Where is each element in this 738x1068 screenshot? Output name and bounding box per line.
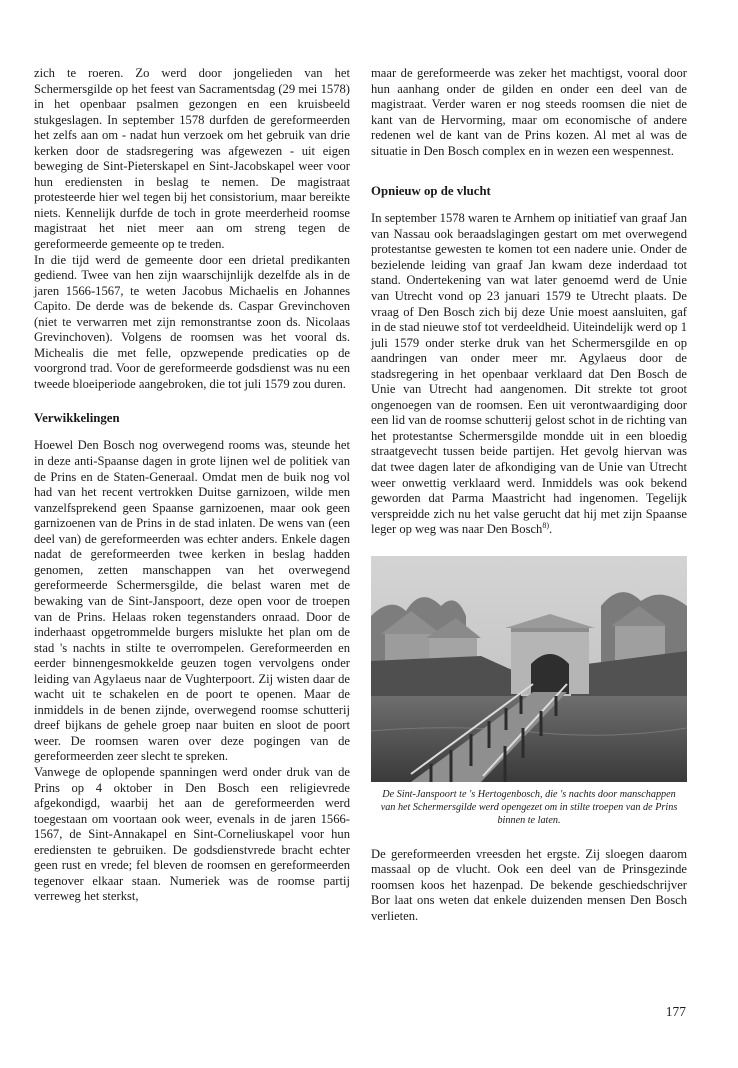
paragraph: zich te roeren. Zo werd door jongelieden van het Schermersgilde op het feest van Sacramentsdag (29 mei 1578) in het openbaar psalmen gezongen en een kruisbeeld stukgeslagen. In september 1578 durfden de gereformeerden het zelfs aan om - nadat hun verzoek om het gebruik van drie kerken door de stadsregering was afgewezen - uit eigen beweging de Sint-Pieterskapel en Sint-Jacobskapel weer voor hun erediensten in beslag te nemen. De magistraat protesteerde hier wel tegen bij het consistorium, maar bereikte niets. Kennelijk durfde de toch in grote meerderheid roomse magistraat het niet meer aan om streng tegen de gereformeerde gemeente op te treden.	[34, 66, 350, 252]
gate-photo	[371, 556, 687, 782]
page-number: 177	[665, 1004, 686, 1019]
paragraph	[371, 211, 687, 537]
paragraph: maar de gereformeerde was zeker het machtigst, vooral door hun aanhang onder de gilden en onder een deel van de magistraat. Verder waren er nog steeds roomsen die niet de kant van de Hervorming, maar om economische of andere redenen wel de kant van de Prins kozen. Al met al was de situatie in Den Bosch complex en in wezen een wespennest.	[371, 66, 687, 158]
right-column	[371, 66, 687, 925]
paragraph-end: .	[549, 522, 553, 537]
gate-photo-illustration	[371, 556, 687, 782]
paragraph: Hoewel Den Bosch nog overwegend rooms was, steunde het in deze anti-Spaanse dagen in grote lijnen wel de politiek van de Prins en de Staten-Generaal. Omdat men de buik nog vol had van het recent vertrokken Duitse garnizoen, wilde men vanzelfsprekend geen Spaanse garnizoenen, maar ook geen garnizoenen van de Prins in de stad inlaten. De wens van (een deel van) de gereformeerden was echter anders. Enkele dagen nadat de gereformeerden twee kerken in beslag hadden genomen, zetten manschappen van het overwegend gereformeerde Schermersgilde, die belast waren met de bewaking van de Sint-Janspoort, deze open voor de troepen van de Prins. Helaas roken tegenstanders onraad. Door de inderhaast opgetrommelde burgers mislukte het plan om de stad 's nachts in stilte te overrompelen. Gereformeerden en eerder binnengesmokkelde geuzen togen vervolgens onder leiding van Agylaeus naar de Vughterpoort. Zij wisten daar de wacht uit te schakelen en de poort te openen. Maar de inmiddels in de benen zijnde, overwegend roomse schutterij dreef bijkans de gehele groep naar buiten en sloot de poort weer. De roomsen waren over deze pogingen van de gereformeerden zeer slecht te spreken.	[34, 438, 350, 764]
paragraph: De gereformeerden vreesden het ergste. Zij sloegen daarom massaal op de vlucht. Ook een deel van de Prinsgezinde roomsen koos het hazenpad. De bekende geschiedschrijver Bor laat ons weten dat enkele duizenden mensen Den Bosch verlieten.	[371, 846, 687, 923]
paragraph-text: In september 1578 waren te Arnhem op initiatief van graaf Jan van Nassau ook beraadslagingen gestart om met overwegend protestantse gewesten te komen tot een nadere unie. Onder de bezielende leiding van graaf Jan kwam deze inderdaad tot stand. Ondertekening van wat later genoemd werd de Unie van Utrecht vond op 23 januari 1579 te Utrecht plaats. De vraag of Den Bosch zich bij deze Unie moest aansluiten, gaf in de stad nieuwe stof tot verdeeldheid. Uiteindelijk werd op 1 juli 1579 onder sterke druk van het Schermersgilde en op aandringen van onder meer mr. Agylaeus door de stadsregering in het openbaar verklaard dat Den Bosch de Unie van Utrecht had aangenomen. Dit strekte tot groot ongenoegen van de roomsen. Een uit verontwaardiging door een lid van de roomse schutterij gelost schot in de richting van het protestantse Schermersgilde mondde uit in een bloedig straatgevecht tussen beide partijen. Het gevolg hiervan was dat twee dagen later de afkondiging van de Unie van Utrecht weer onwettig verklaard werd. Inmiddels was ook bekend geworden dat Parma Maastricht had ingenomen. Tegelijk verspreidde zich nu het valse gerucht dat hij met zijn Spaanse leger op weg was naar Den Bosch	[371, 211, 687, 537]
left-column	[34, 66, 350, 905]
paragraph: Vanwege de oplopende spanningen werd onder druk van de Prins op 4 oktober in Den Bosch een religievrede afgekondigd, waarbij het aan de gereformeerden werd toegestaan om voortaan ook weer, evenals in de jaren 1566-1567, de Sint-Annakapel en Sint-Corneliuskapel voor hun erediensten te gebruiken. De godsdienstvrede bracht echter geen rust en vrede; fel bleven de roomsen en gereformeerden tegenover elkaar staan. Numeriek was de roomse partij verreweg het sterkst,	[34, 764, 350, 904]
section-heading: Verwikkelingen	[34, 411, 120, 426]
footnote-reference: 8)	[542, 521, 550, 531]
paragraph: In die tijd werd de gemeente door een drietal predikanten gediend. Twee van hen zijn waarschijnlijk dezelfde als in de jaren 1566-1567, te weten Jacobus Michaelis en Johannes Capito. De derde was de bekende ds. Caspar Grevinchoven (niet te verwarren met zijn remonstrantse zoon ds. Nicolaas Grevinchoven). Volgens de roomsen was het vooral ds. Michealis die met felle, opzwepende predicaties op de voorgrond trad. Voor de gereformeerde godsdienst was nu een tweede bloeiperiode aangebroken, die tot juli 1579 zou duren.	[34, 252, 350, 391]
photo-caption: De Sint-Janspoort te 's Hertogenbosch, die 's nachts door manschappen van het Schermersgilde werd opengezet om in stilte troepen van de Prins binnen te laten.	[380, 788, 678, 826]
section-heading: Opnieuw op de vlucht	[371, 184, 491, 199]
